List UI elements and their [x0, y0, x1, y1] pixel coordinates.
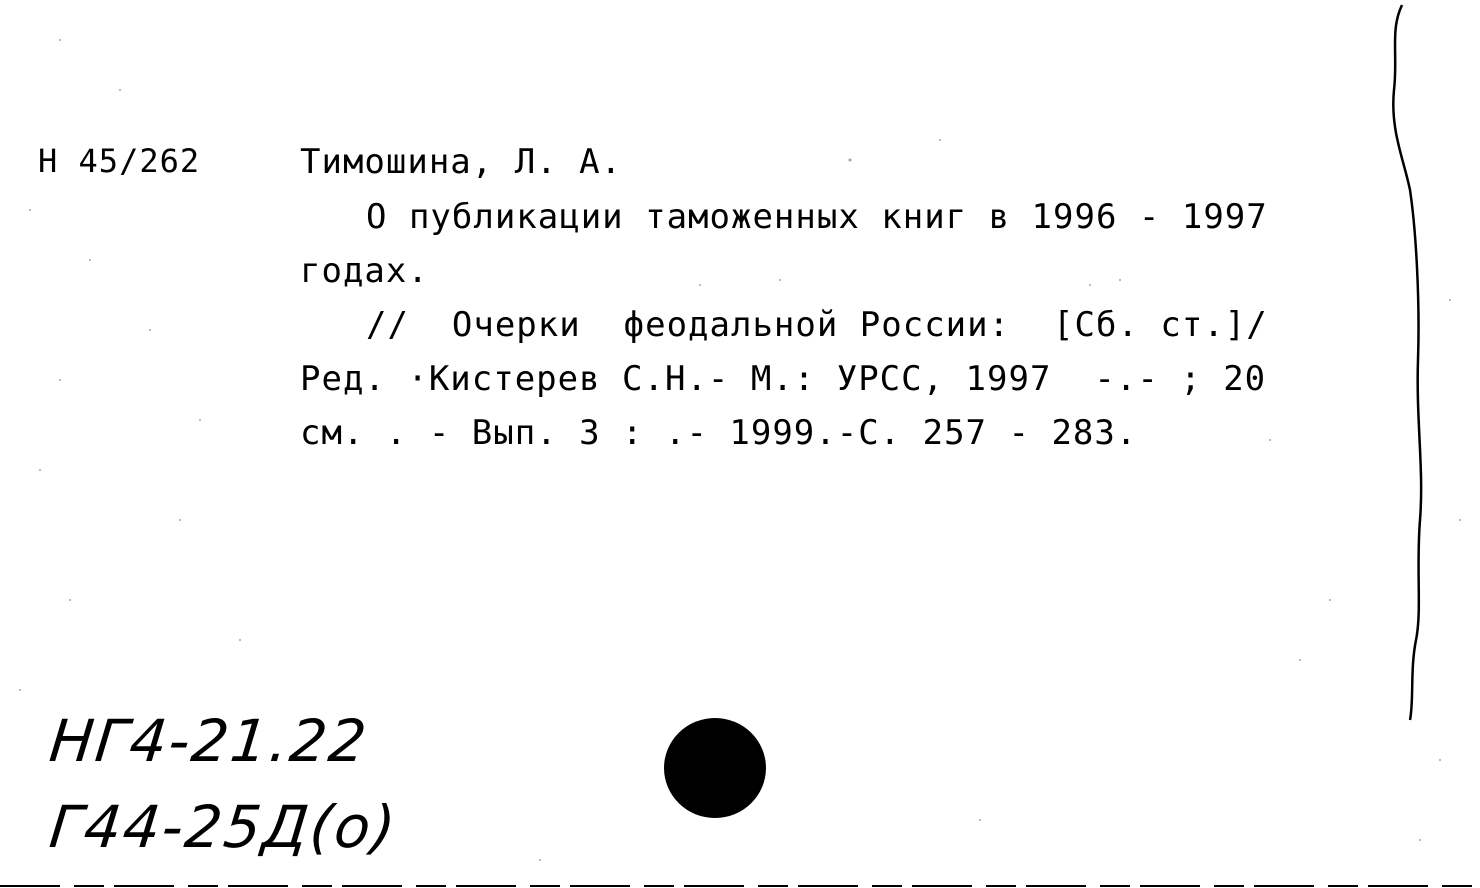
card-bottom-edge-line: [0, 880, 1480, 888]
handwritten-code-1: НГ4-21.22: [46, 707, 372, 775]
source-line-2: Ред. ·Кистерев С.Н.- М.: УРСС, 1997 -.- ; 20: [300, 359, 1267, 399]
shelf-mark: Н 45/262: [38, 142, 201, 180]
source-line-1: // Очерки феодальной России: [Сб. ст.]/: [366, 305, 1268, 345]
author-heading: Тимошина, Л. А.: [300, 142, 623, 182]
title-line-1: О публикации таможенных книг в 1996 - 1997: [366, 197, 1268, 237]
title-line-2: годах.: [300, 251, 429, 291]
handwritten-code-2: Г44-25Д(о): [46, 793, 401, 861]
source-line-3: см. . - Вып. 3 : .- 1999.-С. 257 - 283.: [300, 413, 1138, 453]
card-right-edge-line: [1380, 0, 1440, 730]
punch-hole: [664, 718, 766, 818]
